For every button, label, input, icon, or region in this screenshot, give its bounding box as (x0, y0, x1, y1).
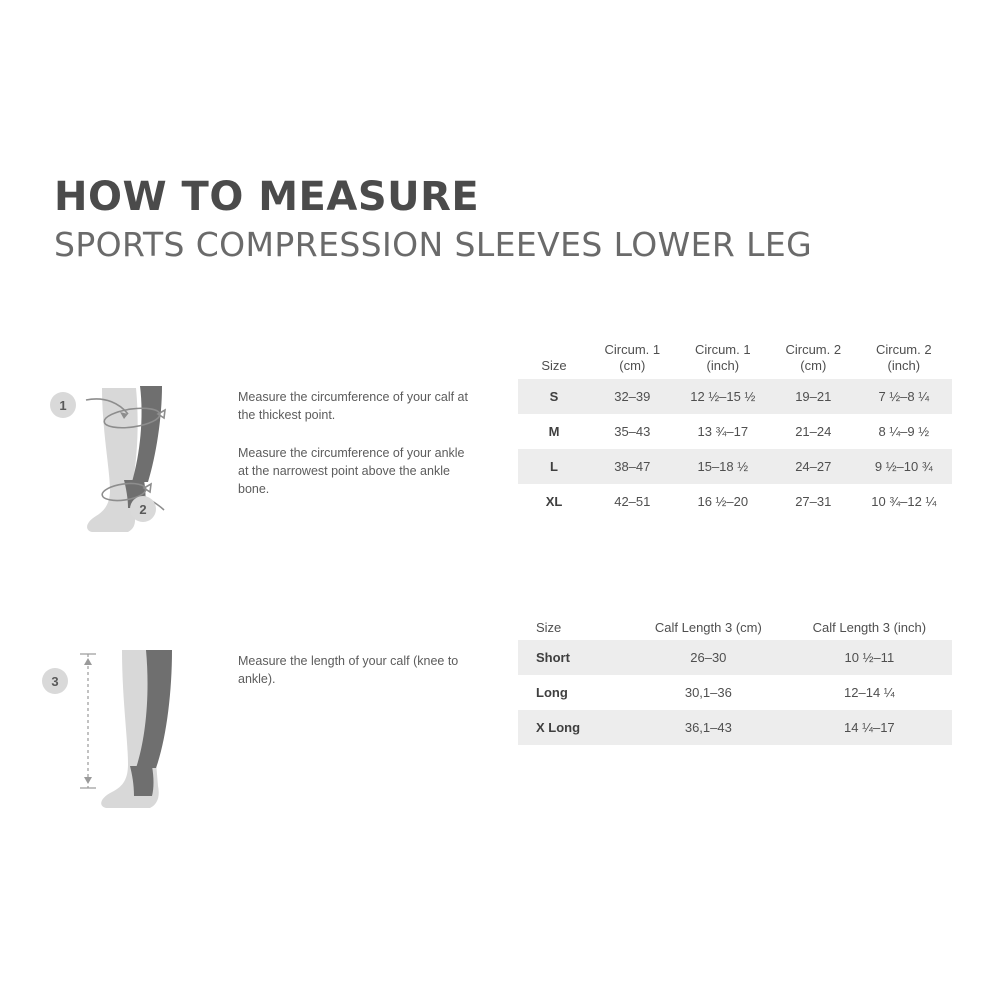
table-header-row (518, 618, 952, 640)
table-row (518, 449, 952, 484)
column-header-circum2-cm-line1: Circum. 2 (785, 342, 842, 357)
column-header-circum2-inch-line2: (inch) (887, 358, 921, 374)
column-header-calf-length-inch: Calf Length 3 (inch) (812, 620, 927, 635)
cell-size: S (518, 379, 590, 414)
cell-size: Long (518, 675, 630, 710)
instruction-text-2: Measure the circumference of your ankle at the narrowest point above the ankle bone. (238, 446, 465, 497)
cell-circum1-inch: 12 ½–15 ½ (675, 379, 771, 414)
calf-length-size-table (518, 618, 952, 745)
column-header-size (518, 340, 590, 379)
table-row (518, 484, 952, 519)
cell-circum2-cm: 27–31 (771, 484, 856, 519)
table-row (518, 379, 952, 414)
column-header-circum2-cm (771, 340, 856, 379)
page-title: HOW TO MEASURE (54, 174, 480, 220)
cell-size: M (518, 414, 590, 449)
badge-3: 3 (42, 668, 68, 694)
badge-2: 2 (130, 496, 156, 522)
instruction-text-1: Measure the circumference of your calf at the thickest point. (238, 390, 468, 423)
cell-circum2-cm: 19–21 (771, 379, 856, 414)
cell-size: Short (518, 640, 630, 675)
cell-circum2-inch: 7 ½–8 ¼ (856, 379, 952, 414)
cell-circum1-inch: 13 ¾–17 (675, 414, 771, 449)
illustration-calf-length (40, 640, 260, 830)
cell-size: L (518, 449, 590, 484)
cell-size: XL (518, 484, 590, 519)
column-header-circum1-cm-line2: (cm) (619, 358, 646, 374)
cell-circum2-inch: 10 ¾–12 ¼ (856, 484, 952, 519)
cell-circum1-cm: 35–43 (590, 414, 675, 449)
column-header-circum2-cm-line2: (cm) (800, 358, 827, 374)
instruction-text-3: Measure the length of your calf (knee to ankle). (238, 654, 459, 687)
table-row (518, 675, 952, 710)
table-row (518, 414, 952, 449)
table-header-row (518, 340, 952, 379)
circumference-size-table (518, 340, 952, 519)
cell-circum1-cm: 38–47 (590, 449, 675, 484)
column-header-circum1-cm (590, 340, 675, 379)
table-row (518, 710, 952, 745)
cell-circum1-inch: 15–18 ½ (675, 449, 771, 484)
cell-calf-length-cm: 36,1–43 (630, 710, 787, 745)
cell-circum1-inch: 16 ½–20 (675, 484, 771, 519)
cell-circum2-cm: 21–24 (771, 414, 856, 449)
leg-length-diagram (40, 640, 260, 830)
column-header-circum1-inch (675, 340, 771, 379)
cell-calf-length-inch: 14 ¼–17 (787, 710, 952, 745)
cell-circum1-cm: 32–39 (590, 379, 675, 414)
illustration-circumference (40, 370, 240, 560)
badge-1: 1 (50, 392, 76, 418)
cell-size: X Long (518, 710, 630, 745)
cell-circum2-inch: 9 ½–10 ¾ (856, 449, 952, 484)
column-header-circum1-inch-line1: Circum. 1 (694, 342, 751, 357)
column-header-size-line1: Size (541, 358, 567, 374)
cell-calf-length-cm: 30,1–36 (630, 675, 787, 710)
page-title-block (54, 176, 954, 263)
cell-calf-length-cm: 26–30 (630, 640, 787, 675)
cell-circum2-inch: 8 ¼–9 ½ (856, 414, 952, 449)
cell-circum1-cm: 42–51 (590, 484, 675, 519)
cell-calf-length-inch: 10 ½–11 (787, 640, 952, 675)
column-header-size: Size (536, 620, 562, 635)
table-row (518, 640, 952, 675)
cell-calf-length-inch: 12–14 ¼ (787, 675, 952, 710)
page-subtitle: SPORTS COMPRESSION SLEEVES LOWER LEG (54, 225, 813, 264)
column-header-circum1-cm-line1: Circum. 1 (604, 342, 661, 357)
column-header-circum2-inch-line1: Circum. 2 (875, 342, 932, 357)
column-header-calf-length-cm: Calf Length 3 (cm) (654, 620, 762, 635)
column-header-circum2-inch (856, 340, 952, 379)
cell-circum2-cm: 24–27 (771, 449, 856, 484)
column-header-circum1-inch-line2: (inch) (706, 358, 740, 374)
